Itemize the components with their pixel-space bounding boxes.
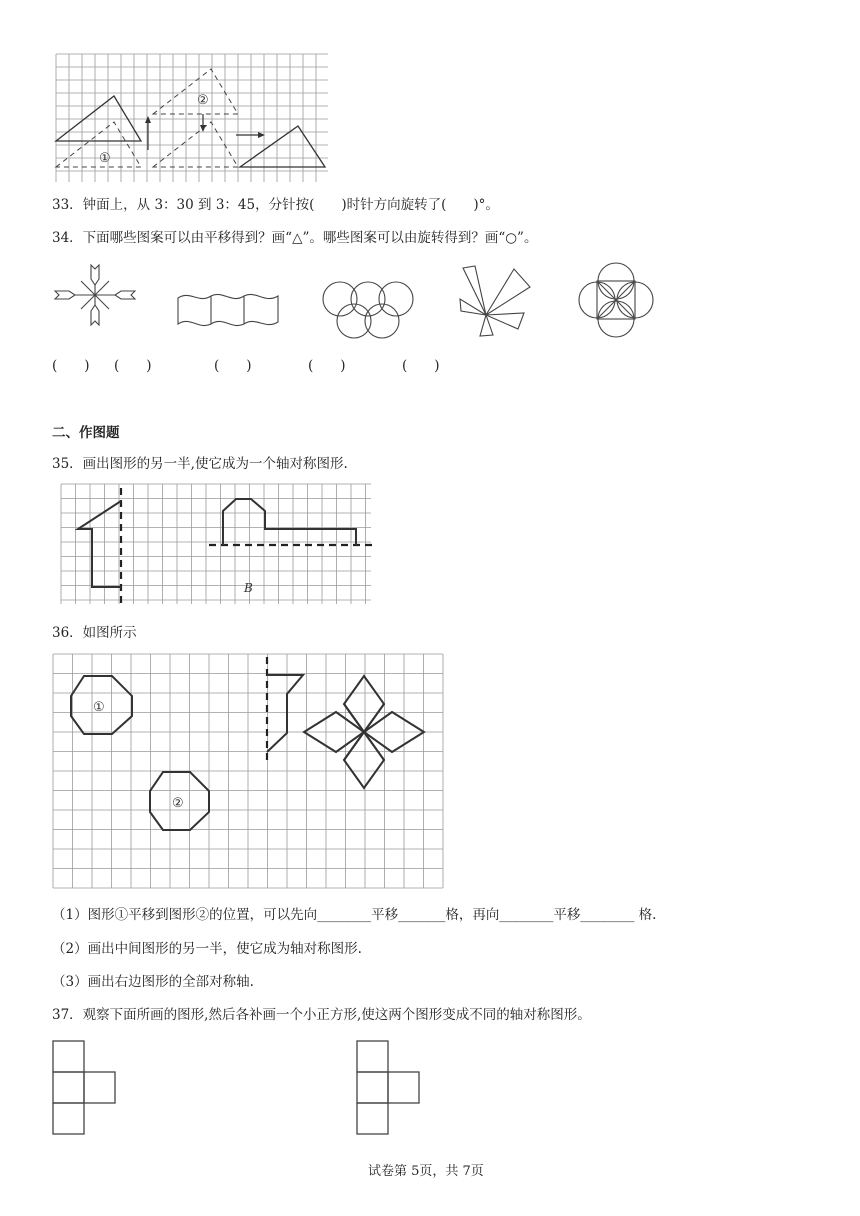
question-36-part-2: （2）画出中间图形的另一半，使它成为轴对称图形. (52, 941, 362, 957)
answer-slot-5[interactable]: ( ) (402, 358, 440, 374)
square-figure-right[interactable] (356, 1040, 422, 1138)
question-37: 37．观察下面所画的图形,然后各补画一个小正方形,使这两个图形变成不同的轴对称图形。 (52, 1007, 591, 1023)
square-figure-left[interactable] (52, 1040, 118, 1138)
wave-band-icon (177, 292, 279, 328)
figure-label-1: ① (99, 151, 111, 166)
answer-slot-1[interactable]: ( ) (52, 358, 90, 374)
section-title: 二、作图题 (52, 425, 120, 441)
question-34: 34．下面哪些图案可以由平移得到？画“△”。哪些图案可以由旋转得到？画“○”。 (52, 230, 538, 246)
question-35: 35．画出图形的另一半,使它成为一个轴对称图形. (52, 456, 348, 472)
question-36-part-3: （3）画出右边图形的全部对称轴. (52, 974, 254, 990)
circle-square-icon (577, 263, 655, 339)
question-33: 33．钟面上，从 3：30 到 3：45，分针按( )时针方向旋转了( )°。 (52, 197, 499, 213)
figure-label-2: ② (197, 93, 209, 108)
answer-slot-2[interactable]: ( ) (114, 358, 152, 374)
question-36: 36．如图所示 (52, 625, 137, 641)
page-footer: 试卷第 5页，共 7页 (368, 1164, 484, 1179)
transform-grid-q36[interactable] (53, 654, 445, 890)
question-36-part-1: （1）图形①平移到图形②的位置，可以先向________平移_______格，再向________平移________ 格. (52, 907, 657, 923)
olympic-rings-icon (322, 278, 414, 340)
triangle-fan-icon (458, 265, 532, 337)
translation-grid-figure (56, 54, 336, 184)
answer-slot-4[interactable]: ( ) (308, 358, 346, 374)
symmetry-grid-q35[interactable] (61, 484, 381, 606)
arrows-star-icon (53, 263, 137, 327)
grid-label-b: B (244, 581, 253, 595)
answer-slot-3[interactable]: ( ) (214, 358, 252, 374)
octagon-label-1: ① (93, 700, 105, 715)
octagon-label-2: ② (172, 796, 184, 811)
